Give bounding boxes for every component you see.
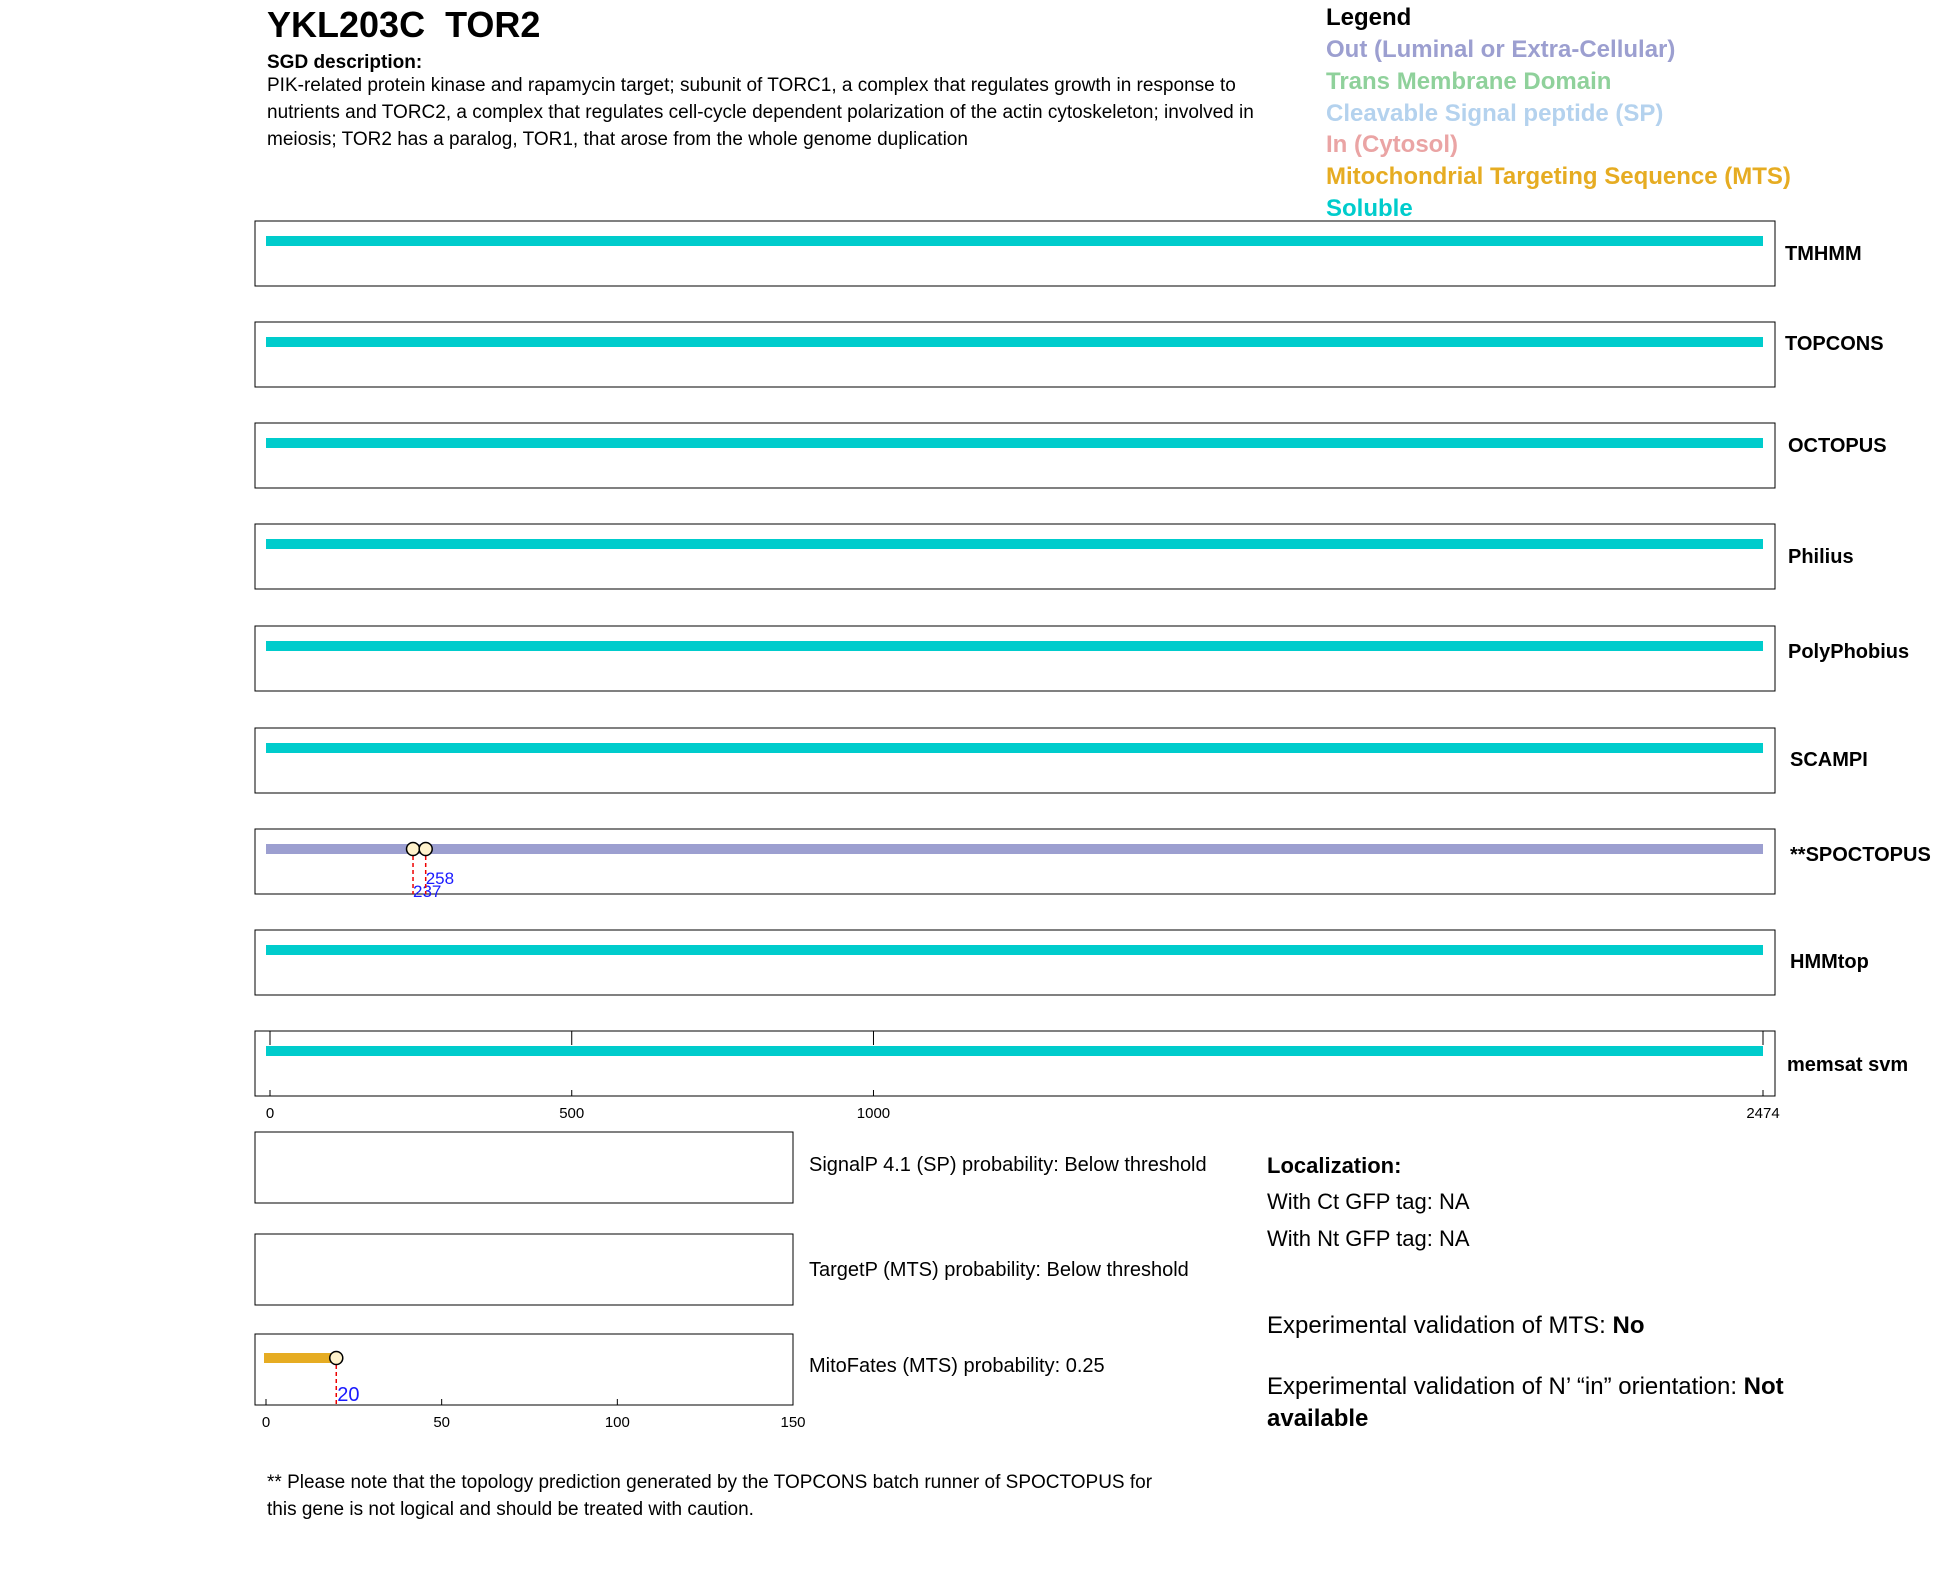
mts-axis-tick-label: 50: [433, 1414, 451, 1431]
mts-axis-tick-label: 150: [780, 1414, 806, 1431]
legend-item-transmembrane: Trans Membrane Domain: [1326, 68, 1612, 95]
track-label-polyphobius: PolyPhobius: [1788, 641, 1910, 663]
nt-gfp-text: With Nt GFP tag: NA: [1267, 1226, 1470, 1251]
axis-tick-label: 2474: [1746, 1105, 1780, 1122]
marker-label: 237: [413, 882, 442, 901]
targetp-label: TargetP (MTS) probability: Below threshold: [809, 1259, 1189, 1281]
track-label-memsat-svm: memsat svm: [1787, 1054, 1909, 1076]
track-box: [255, 322, 1775, 387]
ct-gfp-text: With Ct GFP tag: NA: [1267, 1189, 1470, 1214]
mts-axis-tick-label: 100: [604, 1414, 630, 1431]
mitofates-label: MitoFates (MTS) probability: 0.25: [809, 1355, 1105, 1377]
track-label-tmhmm: TMHMM: [1785, 243, 1862, 265]
footnote: ** Please note that the topology prediction generated by the TOPCONS batch runner of SPOCTOPUS for this gene is not logical and should be treated with caution.: [267, 1472, 1153, 1520]
mts-validation: [1267, 1312, 1644, 1340]
legend-item-signal-peptide: Cleavable Signal peptide (SP): [1326, 100, 1664, 127]
mts-validation-value: No: [1612, 1312, 1645, 1339]
marker-circle: [407, 843, 420, 856]
mts-axis-tick-label: 0: [261, 1414, 271, 1431]
track-box: [255, 221, 1775, 286]
localization-heading: Localization:: [1267, 1153, 1402, 1178]
legend-title: Legend: [1326, 4, 1412, 31]
axis-tick-label: 500: [559, 1105, 585, 1122]
track-box: [255, 1031, 1775, 1096]
track-label-philius: Philius: [1788, 546, 1854, 568]
track-box: [255, 829, 1775, 894]
legend-item-mts: Mitochondrial Targeting Sequence (MTS): [1326, 163, 1791, 190]
track-box: [255, 524, 1775, 589]
legend-item-in: In (Cytosol): [1326, 131, 1458, 158]
mts-track-box: [255, 1234, 793, 1305]
gene-title: YKL203C TOR2: [267, 4, 541, 45]
legend-item-out: Out (Luminal or Extra-Cellular): [1326, 36, 1676, 63]
orientation-validation: [1267, 1371, 1867, 1435]
axis-tick-label: 0: [265, 1105, 275, 1122]
track-box: [255, 423, 1775, 488]
mts-marker-label: 20: [337, 1384, 360, 1406]
description-text: PIK-related protein kinase and rapamycin target; subunit of TORC1, a complex that regulates growth in response to nutrients and TORC2, a complex that regulates cell-cycle dependent polarization of the actin cytoskeleton; involved in meiosis; TOR2 has a paralog, TOR1, that arose from the whole genome duplication: [267, 75, 1254, 150]
marker-label: 258: [425, 869, 455, 888]
legend-item-soluble: Soluble: [1326, 195, 1413, 222]
track-box: [255, 728, 1775, 793]
orientation-validation-value: Not available: [1267, 1373, 1784, 1432]
marker-circle: [419, 843, 432, 856]
orientation-validation-prefix: Experimental validation of N’ “in” orientation:: [1267, 1373, 1744, 1400]
track-box: [255, 930, 1775, 995]
mts-validation-prefix: Experimental validation of MTS:: [1267, 1312, 1613, 1339]
mts-marker-circle: [330, 1352, 343, 1365]
description-heading: SGD description:: [267, 52, 423, 73]
signalp-label: SignalP 4.1 (SP) probability: Below threshold: [809, 1154, 1207, 1176]
axis-tick-label: 1000: [856, 1105, 891, 1122]
mts-track-box: [255, 1132, 793, 1203]
track-label-spoctopus: **SPOCTOPUS: [1790, 844, 1931, 866]
track-label-octopus: OCTOPUS: [1788, 435, 1887, 457]
track-label-scampi: SCAMPI: [1790, 749, 1868, 771]
track-label-hmmtop: HMMtop: [1790, 951, 1869, 973]
track-box: [255, 626, 1775, 691]
track-label-topcons: TOPCONS: [1785, 333, 1884, 355]
